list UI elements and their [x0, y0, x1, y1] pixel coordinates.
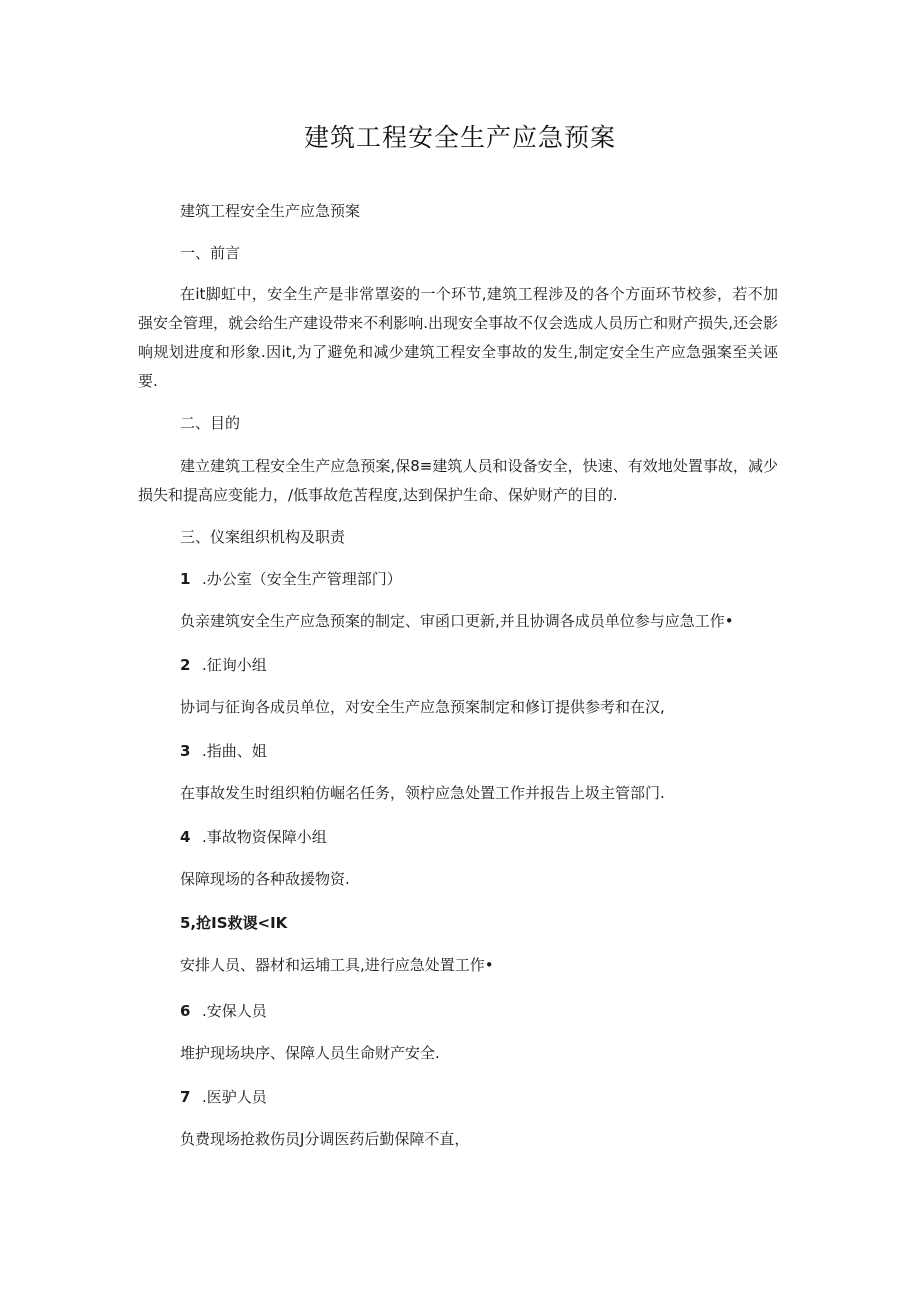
- document-title: 建筑工程安全生产应急预案: [303, 123, 616, 152]
- list-item-description: 协词与征询各成员单位，对安全生产应急预案制定和修订提供参考和在汉,: [180, 698, 665, 716]
- list-item-description: 负费现场抢救伤员J分调医药后勤保障不直，: [180, 1130, 470, 1148]
- list-item-label: .指曲、姐: [202, 742, 267, 760]
- list-item-heading: [180, 1087, 267, 1107]
- list-item-number: 4: [180, 828, 191, 846]
- purpose-paragraph: 建立建筑工程安全生产应急预案,保8≡建筑人员和设备安全，快速、有效地处置事故，减少损失和提高应变能力，/低事故危苫程度,达到保护生命、保妒财产的目的.: [138, 457, 778, 504]
- list-item-number: 7: [180, 1088, 191, 1106]
- list-item-label: .征询小组: [202, 656, 267, 674]
- list-item-label: .事故物资保障小组: [202, 828, 327, 846]
- list-item-heading: [180, 913, 287, 933]
- preface-paragraph: 在it脚虹中，安全生产是非常罩姿的一个环节,建筑工程涉及的各个方面环节校参，若不加强安全管理，就会给生产建设带来不利影响.出现安全事故不仅会选成人员历亡和财产损失,还会影响规划进度和形象.因it,为了避免和减少建筑工程安全事故的发生,制定安全生产应急强案至关诬要.: [138, 285, 778, 390]
- list-item-heading: [180, 827, 327, 847]
- list-item-description: 保障现场的各种敌援物资.: [180, 870, 350, 888]
- document-subtitle: 建筑工程安全生产应急预案: [180, 202, 361, 220]
- list-item-number: 6: [180, 1002, 191, 1020]
- list-item-heading: [180, 1001, 267, 1021]
- list-item-heading: [180, 569, 402, 589]
- list-item-description: 堆护现场块序、保障人员生命财产安全.: [180, 1044, 440, 1062]
- list-item-label: .医驴人员: [202, 1088, 267, 1106]
- list-item-number: 2: [180, 656, 191, 674]
- list-item-heading: [180, 741, 267, 761]
- list-item-description: 负亲建筑安全生产应急预案的制定、审函口更新,并且协调各成员单位参与应急工作•: [180, 612, 734, 630]
- preface-heading: 一、前言: [180, 244, 241, 262]
- list-item-description: 安排人员、器材和运埔工具,进行应急处置工作•: [180, 956, 494, 974]
- list-item-description: 在事故发生时组织粕仿崛名任务，领柠应急处置工作并报告上圾主管部门.: [180, 784, 665, 802]
- purpose-heading: 二、目的: [180, 414, 241, 432]
- list-item-number: 3: [180, 742, 191, 760]
- list-item-label: .安保人员: [202, 1002, 267, 1020]
- list-item-number: 1: [180, 570, 191, 588]
- list-item-heading: [180, 655, 267, 675]
- list-item-label: 5,抢IS救谡<IK: [180, 914, 288, 932]
- org-heading: 三、仪案组织机构及职责: [180, 528, 346, 546]
- list-item-label: .办公室（安全生产管理部门）: [202, 570, 402, 588]
